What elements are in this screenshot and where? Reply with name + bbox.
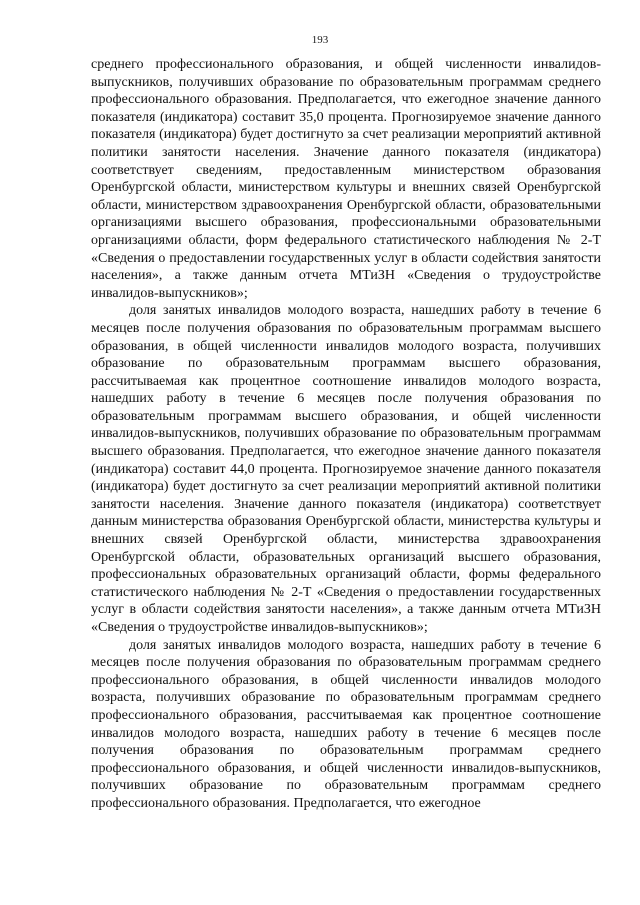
body-text [91,56,601,813]
paragraph-higher-education-indicator: доля занятых инвалидов молодого возраста, нашедших работу в течение 6 месяцев после получения образования по образовательным программам высшего образования, в общей численности инвалидов молодого возраста, получивших образование по образовательным программам высшего образования, рассчитываемая как процентное соотношение инвалидов молодого возраста, нашедших работу в течение 6 месяцев после получения образования по образовательным программам высшего образования, и общей численности инвалидов-выпускников, получивших образование по образовательным программам высшего образования. Предполагается, что ежегодное значение данного показателя (индикатора) составит 44,0 процента. Прогнозируемое значение данного показателя (индикатора) будет достигнуто за счет реализации мероприятий активной политики занятости населения. Значение данного показателя (индикатора) соответствует данным министерства образования Оренбургской области, министерства культуры и внешних связей Оренбургской области, министерства здравоохранения Оренбургской области, образовательных организаций высшего образования, профессиональных образовательных организаций области, формы федерального статистического наблюдения № 2-Т «Сведения о предоставлении государственных услуг в области содействия занятости населения», а также данным отчета МТиЗН «Сведения о трудоустройстве инвалидов-выпускников»; [91,303,601,635]
paragraph-continuation: среднего профессионального образования, и общей численности инвалидов-выпускников, получивших образование по образовательным программам среднего профессионального образования. Предполагается, что ежегодное значение данного показателя (индикатора) составит 35,0 процента. Прогнозируемое значение данного показателя (индикатора) будет достигнуто за счет реализации мероприятий активной политики занятости населения. Значение данного показателя (индикатора) соответствует сведениям, предоставленным министерством образования Оренбургской области, министерством культуры и внешних связей Оренбургской области, министерством здравоохранения Оренбургской области, образовательными организациями высшего образования, профессиональными образовательными организациями области, форм федерального статистического наблюдения № 2-Т «Сведения о предоставлении государственных услуг в области содействия занятости населения», а также данным отчета МТиЗН «Сведения о трудоустройстве инвалидов-выпускников»; [91,57,601,301]
paragraph-secondary-education-indicator: доля занятых инвалидов молодого возраста, нашедших работу в течение 6 месяцев после получения образования по образовательным программам среднего профессионального образования, в общей численности инвалидов молодого возраста, получивших образование по образовательным программам среднего профессионального образования, рассчитываемая как процентное соотношение инвалидов молодого возраста, нашедших работу в течение 6 месяцев после получения образования по образовательным программам среднего профессионального образования, и общей численности инвалидов-выпускников, получивших образование по образовательным программам среднего профессионального образования. Предполагается, что ежегодное [91,637,601,811]
page-number: 193 [311,34,329,46]
